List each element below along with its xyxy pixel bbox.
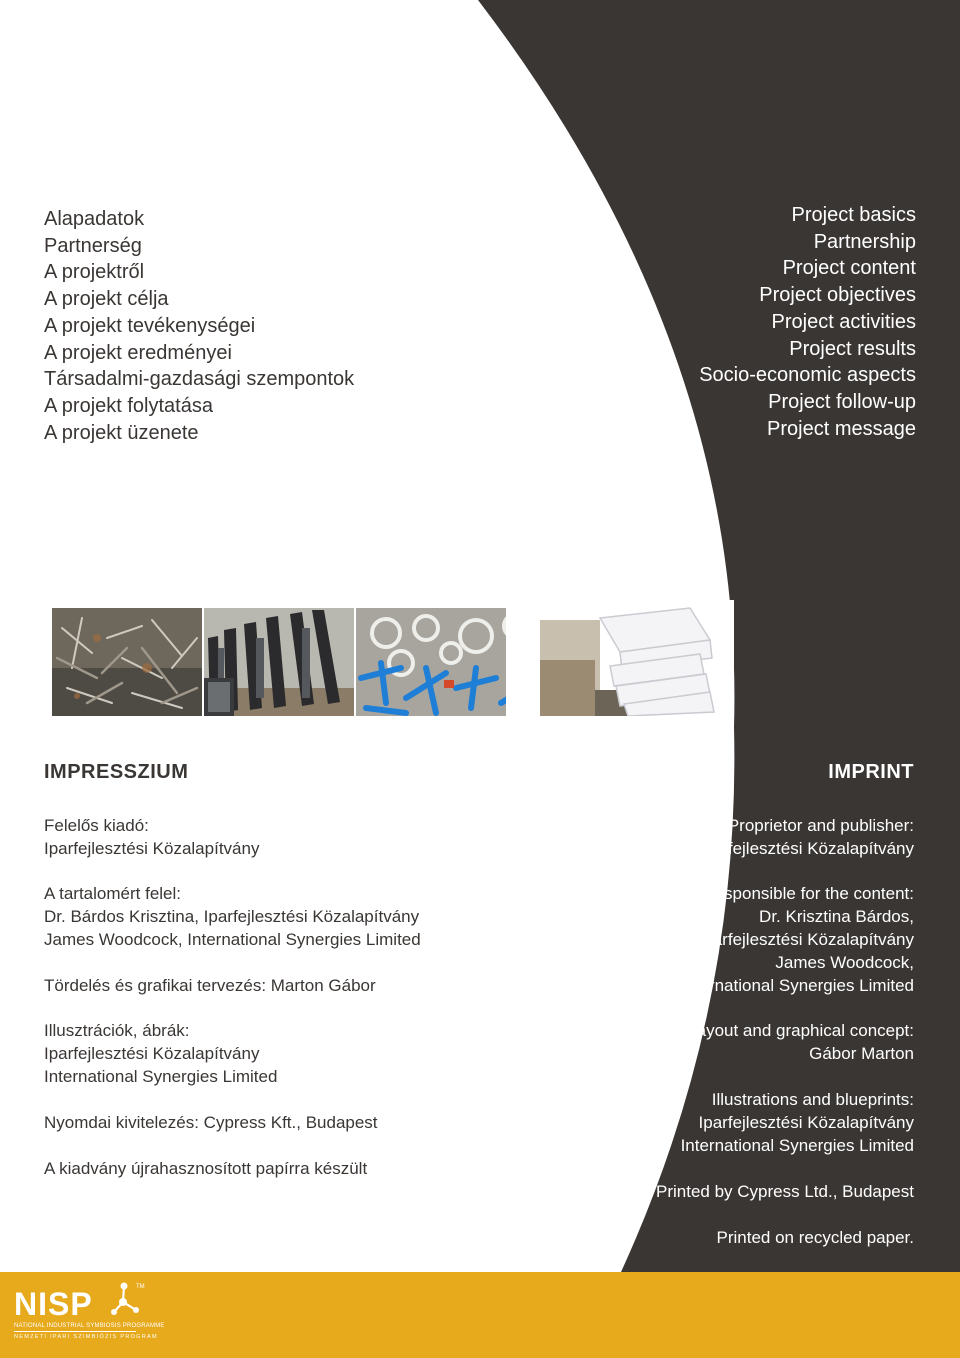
imprint-line: Responsible for the content:: [702, 884, 914, 903]
imprint-line: International Synergies Limited: [44, 1067, 278, 1086]
imprint-heading: IMPRINT: [828, 761, 914, 783]
toc-item: Project results: [789, 337, 916, 360]
photo-polystyrene-blocks: [540, 600, 734, 716]
toc-item: Socio-economic aspects: [699, 364, 916, 387]
toc-item: Társadalmi-gazdasági szempontok: [44, 368, 355, 391]
imprint-line: Printed on recycled paper.: [716, 1228, 914, 1247]
imprint-block-paper: [716, 1226, 914, 1249]
imprint-line: A kiadvány újrahasznosított papírra készült: [44, 1159, 368, 1178]
imprint-block-publisher: [699, 814, 914, 860]
imprint-line: Felelős kiadó:: [44, 816, 149, 835]
impresszium-block-layout: [44, 974, 376, 997]
imprint-line: Illusztrációk, ábrák:: [44, 1021, 190, 1040]
toc-item: A projekt folytatása: [44, 394, 213, 417]
imprint-line: Tördelés és grafikai tervezés: Marton Gábor: [44, 976, 376, 995]
logo-wordmark: NISP: [14, 1286, 93, 1322]
toc-item: Partnership: [813, 230, 916, 253]
imprint-block-illustrations: [681, 1088, 914, 1157]
impresszium-block-publisher: [44, 814, 259, 860]
imprint-line: Layout and graphical concept:: [687, 1021, 914, 1040]
imprint-line: Iparfejlesztési Közalapítvány: [698, 839, 914, 858]
nisp-logo: [14, 1282, 164, 1352]
toc-item: Project activities: [771, 310, 916, 333]
imprint-line: Dr. Bárdos Krisztina, Iparfejlesztési Közalapítvány: [44, 907, 420, 926]
toc-item: Project follow-up: [768, 390, 916, 413]
imprint-line: Proprietor and publisher:: [727, 816, 914, 835]
imprint-line: Iparfejlesztési Közalapítvány: [698, 1113, 914, 1132]
toc-item: Partnerség: [44, 234, 142, 257]
toc-item: A projekt üzenete: [44, 421, 199, 444]
toc-item: Alapadatok: [44, 208, 145, 230]
toc-item: A projekt célja: [44, 288, 169, 311]
toc-english: [699, 202, 916, 442]
logo-trademark: TM: [136, 1284, 145, 1290]
toc-item: Project objectives: [759, 284, 916, 307]
imprint-block-printing: [656, 1180, 914, 1203]
photo-strip: [52, 608, 734, 716]
toc-item: Project content: [782, 257, 916, 280]
imprint-line: Nyomdai kivitelezés: Cypress Kft., Budapest: [44, 1113, 378, 1132]
toc-item: Project basics: [791, 204, 916, 226]
imprint-block-layout: [687, 1019, 914, 1065]
photo-plastic-waste: [356, 608, 506, 716]
impresszium-block-printing: [44, 1111, 378, 1134]
photo-window-frames: [204, 608, 354, 716]
logo-subtitle-hu: NEMZETI IPARI SZIMBIÓZIS PROGRAM: [14, 1334, 158, 1340]
toc-item: A projektről: [44, 261, 145, 284]
toc-item: A projekt tevékenységei: [44, 314, 256, 337]
imprint-line: James Woodcock,: [775, 953, 914, 972]
imprint-line: International Synergies Limited: [680, 976, 914, 995]
imprint-block-content: [681, 882, 914, 997]
imprint-line: James Woodcock, International Synergies Limited: [44, 930, 421, 949]
impresszium-block-illustrations: [44, 1019, 277, 1088]
logo-divider: [14, 1331, 136, 1332]
impresszium-heading: IMPRESSZIUM: [44, 761, 189, 783]
toc-item: A projekt eredményei: [44, 341, 232, 364]
impresszium-block-paper: [44, 1157, 367, 1180]
imprint-line: Printed by Cypress Ltd., Budapest: [656, 1182, 914, 1201]
logo-subtitle-en: NATIONAL INDUSTRIAL SYMBIOSIS PROGRAMME: [14, 1323, 165, 1329]
imprint-line: Iparfejlesztési Közalapítvány: [44, 1044, 260, 1063]
imprint-line: Dr. Krisztina Bárdos,: [759, 907, 914, 926]
imprint-line: Illustrations and blueprints:: [711, 1090, 914, 1109]
photo-scrap-metal: [52, 608, 202, 716]
impresszium-block-content: [44, 882, 421, 951]
imprint-line: Gábor Marton: [809, 1044, 914, 1063]
imprint-line: Iparfejlesztési Közalapítvány: [44, 839, 260, 858]
imprint-line: Iparfejlesztési Közalapítvány: [698, 930, 914, 949]
imprint-line: A tartalomért felel:: [44, 884, 182, 903]
imprint-line: International Synergies Limited: [680, 1136, 914, 1155]
toc-hungarian: [44, 206, 354, 446]
toc-item: Project message: [767, 417, 916, 440]
